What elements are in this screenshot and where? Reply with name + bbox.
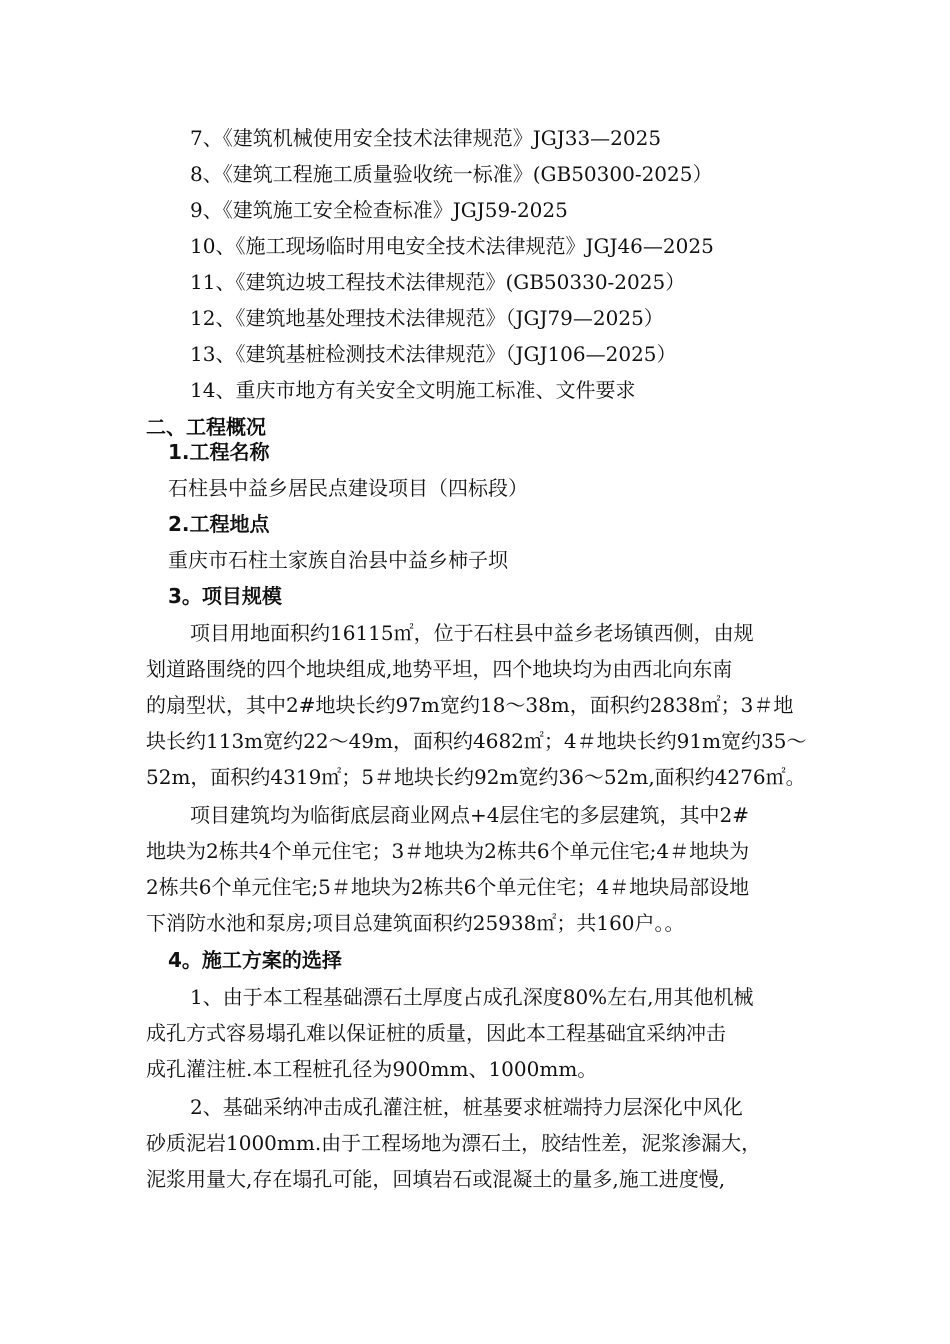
reference-item: 11、《建筑边坡工程技术法律规范》(GB50330-2025） (190, 270, 686, 294)
reference-item: 13、《建筑基桩检测技术法律规范》（JGJ106—2025） (190, 342, 677, 366)
reference-item: 7、《建筑机械使用安全技术法律规范》JGJ33—2025 (190, 126, 662, 150)
paragraph-line: 泥浆用量大,存在塌孔可能，回填岩石或混凝土的量多,施工进度慢, (146, 1167, 726, 1191)
paragraph-line: 项目用地面积约16115㎡，位于石柱县中益乡老场镇西侧，由规 (190, 621, 754, 645)
construction-plan-heading: 4。施工方案的选择 (168, 948, 342, 972)
paragraph-line: 项目建筑均为临街底层商业网点+4层住宅的多层建筑，其中2# (190, 803, 749, 827)
paragraph-line: 的扇型状，其中2#地块长约97m宽约18～38m，面积约2838㎡；3＃地 (146, 693, 794, 717)
project-name-heading: 1.工程名称 (168, 440, 270, 464)
paragraph-line: 2、基础采纳冲击成孔灌注桩，桩基要求桩端持力层深化中风化 (190, 1095, 743, 1119)
paragraph-line: 2栋共6个单元住宅;5＃地块为2栋共6个单元住宅；4＃地块局部设地 (146, 875, 750, 899)
paragraph-line: 块长约113m宽约22～49m，面积约4682㎡；4＃地块长约91m宽约35～ (146, 729, 807, 753)
project-location-heading: 2.工程地点 (168, 512, 270, 536)
paragraph-line: 砂质泥岩1000mm.由于工程场地为漂石土，胶结性差，泥浆渗漏大， (146, 1131, 762, 1155)
reference-item: 10、《施工现场临时用电安全技术法律规范》JGJ46—2025 (190, 234, 714, 258)
reference-item: 14、重庆市地方有关安全文明施工标准、文件要求 (190, 378, 636, 402)
project-name-value: 石柱县中益乡居民点建设项目（四标段） (168, 476, 528, 500)
paragraph-line: 52m，面积约4319㎡；5＃地块长约92m宽约36～52m,面积约4276㎡。 (146, 765, 806, 789)
paragraph-line: 成孔灌注桩.本工程桩孔径为900mm、1000mm。 (146, 1057, 598, 1081)
paragraph-line: 成孔方式容易塌孔难以保证桩的质量，因此本工程基础宜采纳冲击 (146, 1021, 726, 1045)
project-scale-heading: 3。项目规模 (168, 584, 282, 608)
paragraph-line: 划道路围绕的四个地块组成,地势平坦，四个地块均为由西北向东南 (146, 657, 733, 681)
reference-item: 12、《建筑地基处理技术法律规范》（JGJ79—2025） (190, 306, 664, 330)
reference-item: 9、《建筑施工安全检查标准》JGJ59-2025 (190, 198, 568, 222)
reference-item: 8、《建筑工程施工质量验收统一标准》(GB50300-2025） (190, 162, 713, 186)
paragraph-line: 地块为2栋共4个单元住宅；3＃地块为2栋共6个单元住宅;4＃地块为 (146, 839, 750, 863)
section-title: 二、工程概况 (146, 415, 266, 439)
project-location-value: 重庆市石柱土家族自治县中益乡柿子坝 (168, 548, 508, 572)
paragraph-line: 下消防水池和泵房;项目总建筑面积约25938㎡；共160户。。 (146, 911, 685, 935)
paragraph-line: 1、由于本工程基础漂石土厚度占成孔深度80%左右,用其他机械 (190, 985, 754, 1009)
